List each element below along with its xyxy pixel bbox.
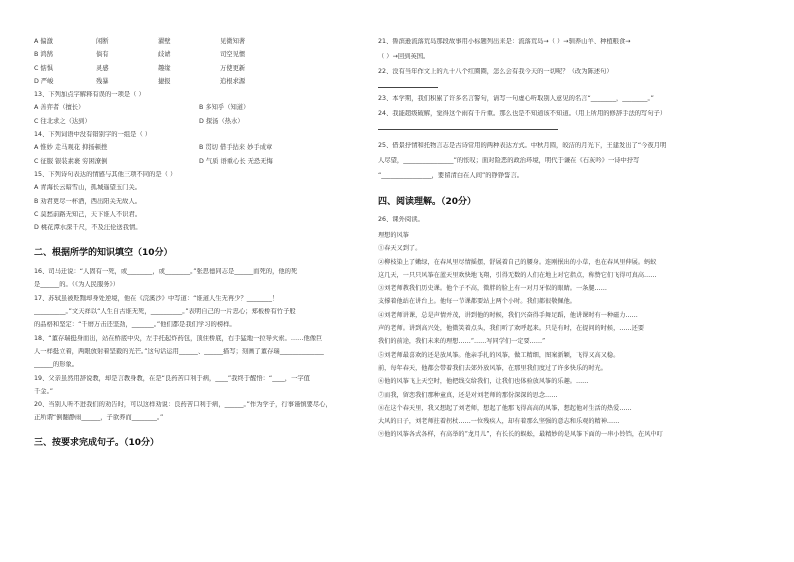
question-18: 18、“董存瑞挺身而出，站在桥底中央，左手托起炸药包，顶住桥底，右手猛地一拉导火索。……他像巨: [34, 334, 323, 342]
question-21: 21、鲁滨逊流落荒岛那段故事用小标题列出来是：流落荒岛→（ ）→驯养山羊、种植粮食→: [378, 38, 631, 45]
question-20: 20、当别人听不进我们的劝告时，可以这样劝说：良药苦口利于病，______。”作为学子，行事谨慎要尽心，: [34, 401, 332, 409]
option-row-a: [34, 38, 374, 46]
passage-paragraph: ③刘老师教我们历史课。他个子不高，微胖的脸上有一对月牙似的眼睛。一条腿……: [378, 285, 607, 293]
passage-paragraph: ④刘老师讲课，总是声情并茂，讲到他的时候，我们兴奋得手舞足蹈，他讲课时有一种磁力……: [378, 311, 638, 319]
q15-opt-c: C 莫愁前路无知己，天下谁人不识君。: [34, 210, 142, 218]
option-block-q12: [34, 38, 374, 86]
opt: 闲断: [96, 38, 109, 45]
question-19: 19、父亲虽然用辞说教，却是言教身教，在是“良药苦口利于病，____”我终于醒悟：“____，一字值: [34, 374, 310, 382]
opt: 趣缘: [158, 64, 171, 72]
section-2-heading: 二、根据所学的知识填空（10分）: [34, 248, 173, 259]
passage-title: 理想的风筝: [378, 232, 409, 239]
opt: 万使更新: [220, 64, 246, 72]
opt: 追根求源: [220, 77, 246, 85]
opt: A 偏激: [34, 38, 53, 45]
passage-body: [378, 242, 708, 441]
passage-paragraph: 声的老师。讲到高兴处，他微笑着点头，我们听了欢呼起来。只是有时，在提问的时候，……还要: [378, 325, 645, 333]
passage-paragraph: 大风的日子，刘老师拄着拐杖……一位残疾人，却有着那么坚强的意志和乐观的精神……: [378, 418, 620, 426]
opt: 倘有: [96, 51, 109, 59]
question-20-cont: 正所谓“倒翻静雨______，子欲养而________。”: [34, 414, 164, 422]
question-19-cont: 千金。”: [34, 387, 54, 395]
question-16: 16、司马迁说：“人固有一死，或________，或________。”张思德同志是______而死的，他的死: [34, 268, 298, 276]
passage-paragraph: 我们的前途，我们未来的理想……“……写同学们一定要……”: [378, 338, 546, 346]
q13-row-1: [34, 104, 374, 112]
passage-paragraph: ⑥他的风筝飞上天空时，他把线交给我们，让我们也体验放风筝的乐趣。……: [378, 378, 589, 386]
opt: A 惟妙 走马观花 抑扬顿挫: [34, 144, 108, 152]
passage-paragraph: ⑧在这个春天里，我又想起了刘老师，想起了他那飞得高高的风筝，想起他对生活的热爱……: [378, 404, 632, 412]
question-23: 23、本学期，我们积累了许多名言警句，请写一句虚心听取别人意见的名言“________，________。”: [378, 95, 654, 102]
opt: 司空见惯: [220, 51, 246, 59]
opt: B 鸿鹄: [34, 51, 53, 59]
opt: 残暴: [96, 77, 109, 85]
question-17-cont: __________。”文天祥以“人生自古谁无死，__________。”表明自己的一片忠心；郑板桥有竹子般: [34, 308, 296, 316]
question-25-cont2: “________________，要留清白在人间”的铮铮誓言。: [378, 172, 524, 179]
opt: A 善弈者（擅长）: [34, 104, 85, 112]
passage-paragraph: ②柳枝染上了嫩绿，在春风里尽情摇摆，舒展着自己的腰身。连刚抿出的小草，也在春风里伸展。蚂蚁: [378, 258, 657, 266]
opt: D 探汤（热水）: [199, 117, 244, 125]
opt: C 征服 银装素裹 穷困潦倒: [34, 157, 108, 165]
question-26: 26、课外阅读。: [378, 216, 424, 223]
opt: C 往北求之（达到）: [34, 117, 91, 125]
passage-paragraph: 支撑着他站在讲台上。他每一节课都要站上两个小时。我们都很敬佩他。: [378, 298, 576, 306]
q15-opt-d: D 桃花潭水深千尺，不及汪伦送我情。: [34, 224, 142, 232]
opt: 见微知著: [220, 38, 246, 45]
question-13: 13、下列加点字解释有误的一项是（ ）: [34, 91, 145, 99]
question-22: 22、没有当年作文上的九十八个红圈圈，怎么会有我今天的一切呢？（改为陈述句）: [378, 68, 613, 75]
passage-paragraph: ①春天又到了。: [378, 245, 422, 253]
option-row-d: [34, 78, 374, 86]
opt: B 多知乎（知道）: [199, 104, 250, 112]
opt: 灵感: [96, 64, 109, 72]
q13-row-2: [34, 118, 374, 126]
opt: 捷报: [158, 77, 171, 85]
passage-paragraph: 这几天，一只只风筝在蓝天里欢快地飞翔，引得无数的人们在地上对它指点，称赞它们飞得可真高……: [378, 271, 657, 279]
passage-paragraph: ⑦而我，留恋我们那种童真，还是对刘老师的那份深深的思念……: [378, 391, 558, 399]
opt: C 惦惧: [34, 64, 53, 72]
opt: 歧谑: [158, 51, 171, 59]
question-18-cont2: ______的形象。: [34, 361, 79, 369]
passage-paragraph: ⑤刘老师最喜欢的还是放风筝。他亲手扎的风筝，做工精细，图案新颖，飞得又高又稳。: [378, 351, 620, 359]
question-21-cont: （ ）→回到英国。: [378, 53, 430, 60]
opt: B 贯切 借手拈来 妙手成章: [199, 144, 273, 152]
section-3-heading: 三、按要求完成句子。（10分）: [34, 438, 160, 449]
option-row-b: [34, 51, 374, 59]
question-24: 24、我能超级破解，觉得这个雨有千斤重。那么也是不知道该不知道。（用上所用的修辞手法的写句子）: [378, 110, 667, 117]
q14-row-2: [34, 158, 374, 166]
q15-opt-a: A 青海长云暗雪山，孤城遥望玉门关。: [34, 184, 142, 192]
q15-opt-b: B 劝君更尽一杯酒，西出阳关无故人。: [34, 197, 142, 205]
question-17: 17、苏轼虽被贬黜却身处逆境，他在《浣溪沙》中写道：“谁道人生无再少？________！: [34, 294, 279, 302]
opt: D 气质 语重心长 无恐无悔: [199, 157, 273, 165]
passage-paragraph: ⑨他的风筝各式各样，有高举的“龙月儿”，有长长的蜈蚣，最精妙的是风筝下面的一串小铃铛，在风中叮: [378, 431, 663, 439]
question-14: 14、下列词语中没有错别字的一组是（ ）: [34, 131, 152, 139]
right-column: [378, 38, 708, 442]
option-row-c: [34, 65, 374, 73]
question-25: 25、借景抒情和托物言志是古诗常用的两种表达方式。中秋月圆，皎洁的月光下，王建发出了“今夜月明: [378, 142, 667, 149]
passage-paragraph: 前，每年春天，他都会带着我们去郊外放风筝，在那里我们度过了许多快乐的时光。: [378, 364, 607, 372]
left-column: [34, 38, 374, 449]
q14-row-1: [34, 144, 374, 152]
question-17-cont2: 的品格和坚定：“千磨万击还坚劲，_______。”他们都是我们学习的榜样。: [34, 321, 236, 329]
question-16-cont: 是______的。（《为人民服务》）: [34, 281, 120, 289]
question-18-cont: 人一样挺立着，两眼放射着坚毅的光芒。”这句话运用______、______描写；刻画了董存瑞______________: [34, 347, 324, 355]
section-4-heading: 四、阅读理解。（20分）: [378, 197, 477, 207]
opt: 濯壁: [158, 38, 171, 45]
question-25-cont: 人尽望，________________”的怅叹；面对险恶的政治环境，明代于谦在《石灰吟》一诗中抒写: [378, 157, 640, 164]
opt: D 严峻: [34, 77, 54, 85]
question-15: 15、下列诗句表达的情感与其他三项不同的是（ ）: [34, 170, 177, 178]
